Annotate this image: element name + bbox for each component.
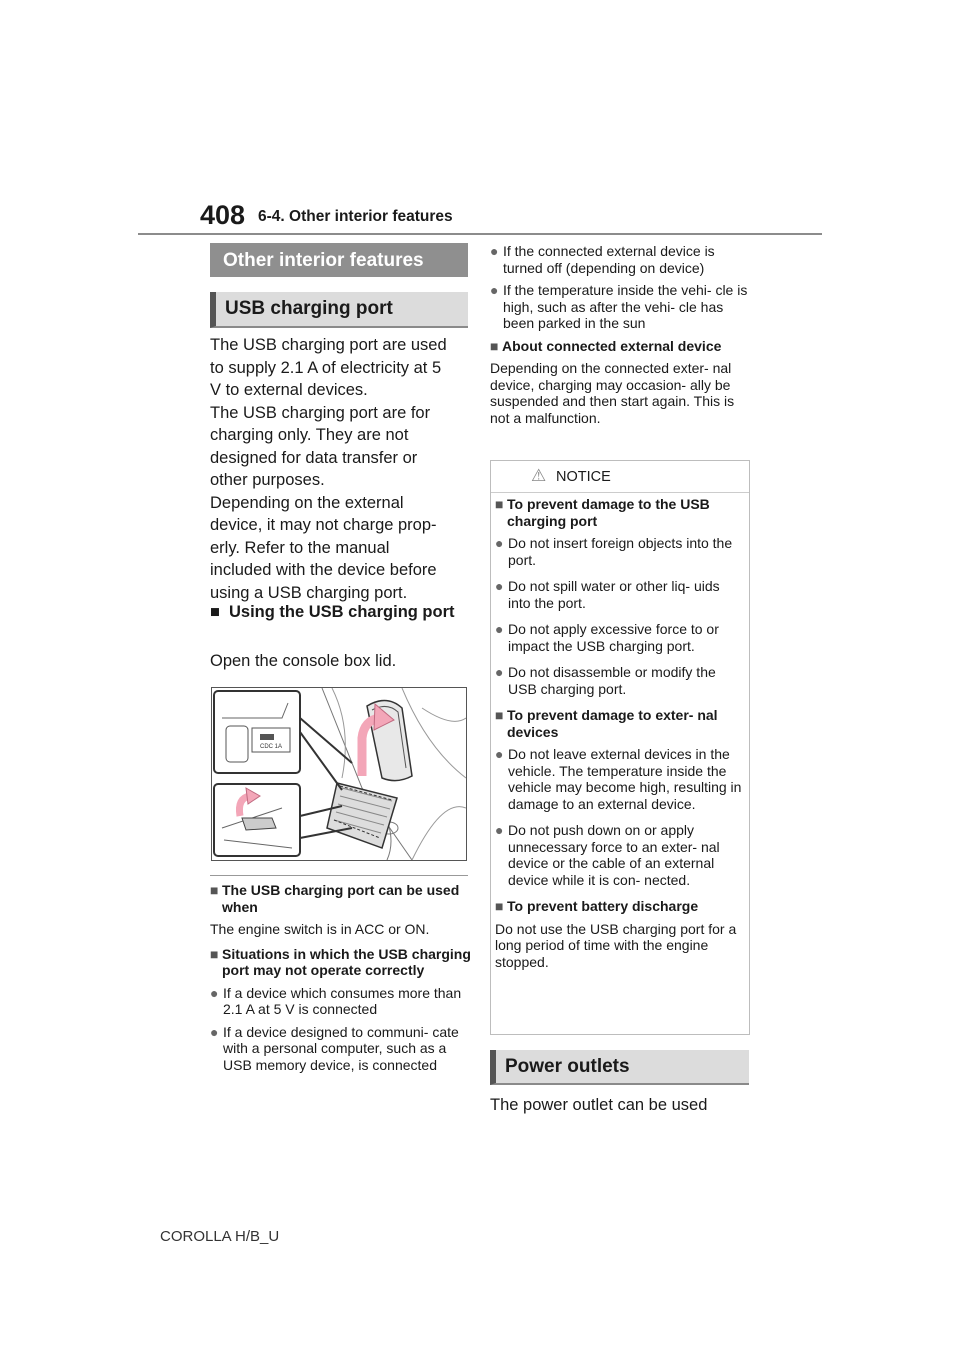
intro-line: device, it may not charge prop- [210,516,437,534]
bullet-icon: ● [490,243,499,259]
bullet-icon: ● [210,1023,219,1040]
when-heading: ■ The USB charging port can be used when [210,882,460,915]
list-item: ● If a device which consumes more than 2.1 A at 5 V is connected [210,984,462,1017]
notice-content [495,496,745,970]
intro-line: designed for data transfer or [210,448,418,467]
intro-line: charging only. They are not [210,426,409,444]
using-usb-heading [210,601,472,623]
usb-notes-right [490,243,752,426]
usb-section-heading: USB charging port [210,292,468,328]
intro-line: included with the device before [210,561,437,579]
notice-box [490,460,750,1035]
square-bullet-icon: ■ [495,707,504,723]
list-item: ● If the temperature inside the vehi- cle is high, such as after the vehi- cle has been parked in the sun [490,282,748,331]
usb-intro [210,334,472,604]
square-bullet-icon: ■ [495,496,504,512]
using-usb-heading-text: Using the USB charging port [229,603,455,621]
square-bullet-icon: ■ [490,337,499,354]
list-item: ● Do not insert foreign objects into the port. [495,535,733,568]
page-number: 408 [200,200,246,230]
section-divider [210,875,468,876]
square-bullet-icon: ■ [210,603,220,621]
bullet-icon: ● [490,282,499,298]
when-text: The engine switch is in ACC or ON. [210,921,430,937]
warning-icon: ⚠ [531,466,547,485]
usb-notes-left [210,882,472,1073]
list-item: ● Do not push down on or apply unnecessary force to an exter- nal device or the cable of an external device while it is con- nected. [495,822,720,888]
console-usb-illustration [211,687,467,861]
intro-line: The USB charging port are used [210,336,447,354]
bullet-icon: ● [210,984,219,1001]
list-item: ● If the connected external device is turned off (depending on device) [490,243,715,276]
intro-line: using a USB charging port. [210,583,408,602]
section-banner: Other interior features [210,243,468,277]
about-heading: ■ About connected external device [490,337,722,354]
intro-line: erly. Refer to the manual [210,538,390,557]
notice-title: NOTICE [556,469,611,485]
bullet-icon: ● [495,746,504,762]
square-bullet-icon: ■ [210,882,219,898]
bullet-icon: ● [495,621,504,637]
list-item: ● Do not disassemble or modify the USB charging port. [495,664,716,697]
open-console-text: Open the console box lid. [210,652,397,670]
battery-heading: ■ To prevent battery discharge [495,898,699,914]
bullet-icon: ● [495,578,504,594]
list-item: ● If a device designed to communi- cate with a personal computer, such as a USB memory device, is connected [210,1023,459,1073]
bullet-icon: ● [495,822,504,838]
intro-line: Depending on the external [210,493,404,512]
header-rule [138,233,822,235]
notice-title-bar [491,461,749,493]
bullet-icon: ● [495,664,504,680]
intro-line: other purposes. [210,471,325,489]
footer-model: COROLLA H/B_U [160,1228,280,1245]
battery-text: Do not use the USB charging port for a long period of time with the engine stopped. [495,920,737,970]
bullet-icon: ● [495,535,504,551]
list-item: ● Do not leave external devices in the vehicle. The temperature inside the vehicle may become high, resulting in damage to an external device. [495,746,742,812]
list-item: ● Do not apply excessive force to or impact the USB charging port. [495,621,719,654]
square-bullet-icon: ■ [495,898,504,914]
square-bullet-icon: ■ [210,945,219,962]
damage-ext-heading: ■ To prevent damage to exter- nal devices [495,707,718,740]
list-item: ● Do not spill water or other liq- uids into the port. [495,578,720,611]
damage-port-heading: ■ To prevent damage to the USB charging port [495,496,710,529]
intro-line: to supply 2.1 A of electricity at 5 [210,358,442,377]
power-section-heading: Power outlets [490,1050,749,1085]
port-label: CDC 1A [260,744,283,750]
intro-line: V to external devices. [210,381,368,399]
chapter-title: 6-4. Other interior features [258,208,453,225]
about-text: Depending on the connected exter- nal device, charging may occasion- ally be suspended and then start again. This is not a malfunction. [490,360,735,426]
console-illustration-svg [212,688,466,860]
power-text: The power outlet can be used [490,1096,708,1114]
situations-heading: ■ Situations in which the USB charging port may not operate correctly [210,945,471,978]
intro-line: The USB charging port are for [210,403,431,422]
